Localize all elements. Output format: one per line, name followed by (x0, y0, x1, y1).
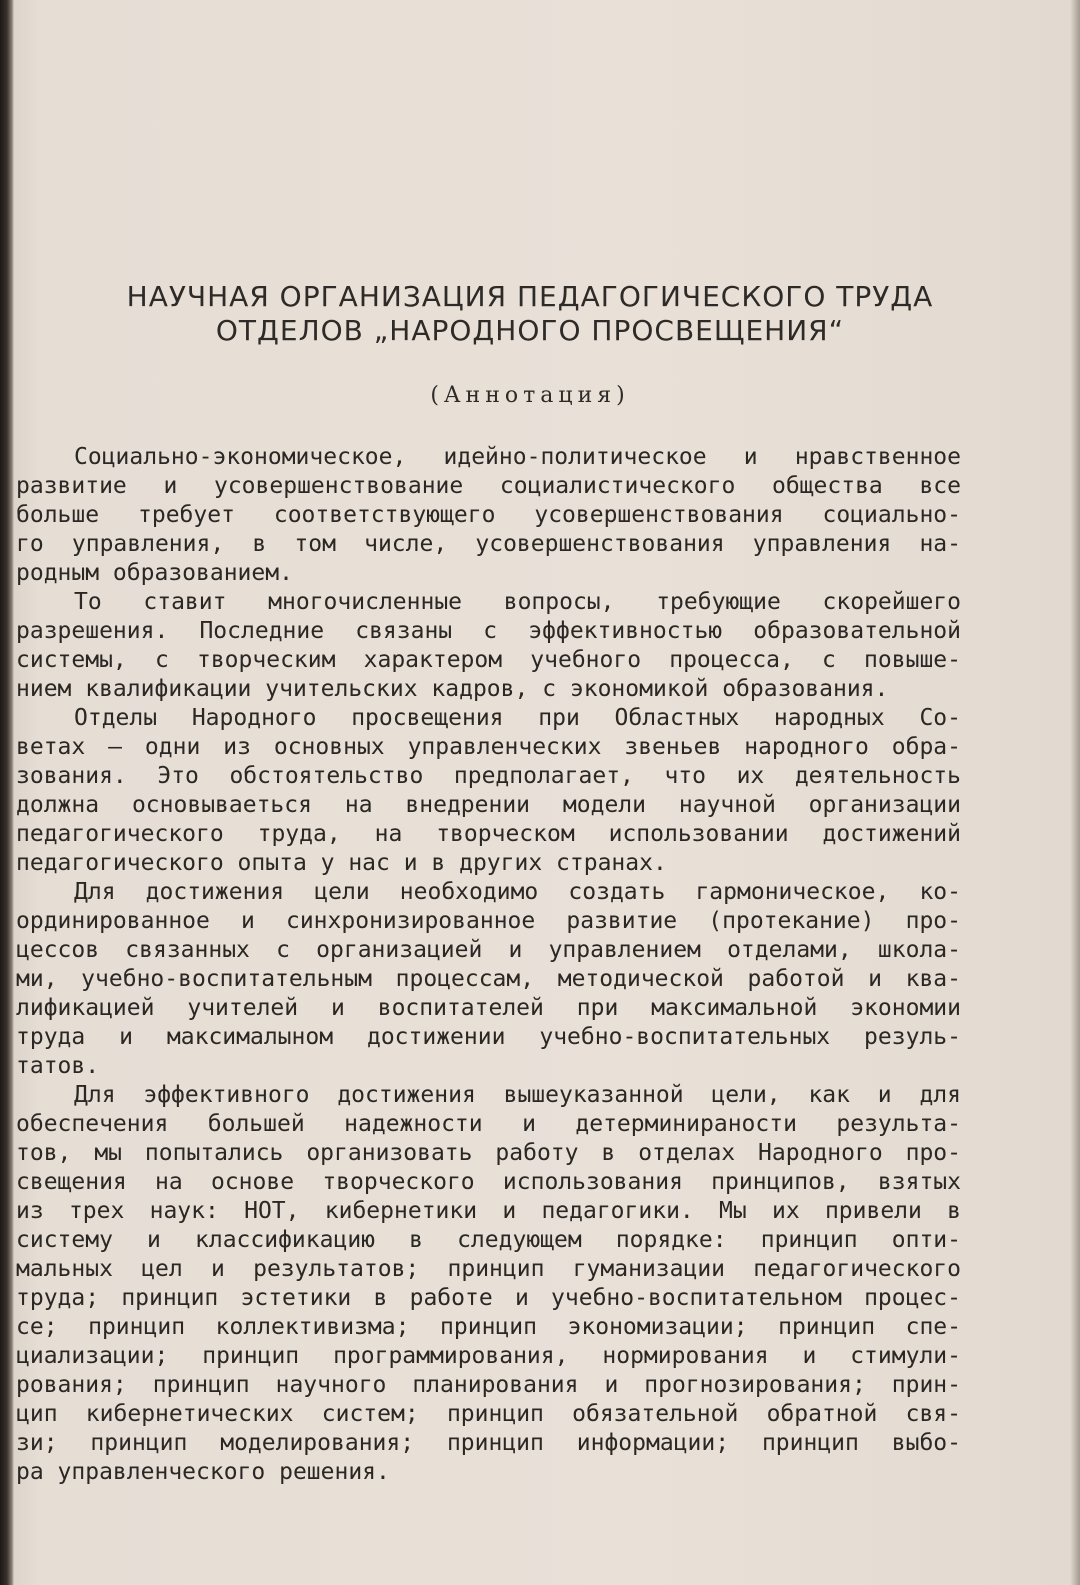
paragraph-line: разрешения. Последние связаны с эффективностью образовательной (16, 618, 961, 644)
paragraph-line: из трех наук: НОТ, кибернетики и педагогики. Мы их привели в (16, 1198, 961, 1224)
paragraph-line: свещения на основе творческого использования принципов, взятых (16, 1169, 961, 1195)
page-right-edge (1070, 0, 1080, 1585)
title-line-2: ОТДЕЛОВ „НАРОДНОГО ПРОСВЕЩЕНИЯ“ (215, 314, 845, 347)
paragraph-line: Социально-экономическое, идейно-политическое и нравственное (74, 444, 961, 470)
body-text (16, 443, 961, 1487)
paragraph-line: рования; принцип научного планирования и прогнозирования; прин- (16, 1372, 961, 1398)
paragraph-line: родным образованием. (16, 560, 293, 586)
document-title (60, 280, 1000, 348)
title-line-1: НАУЧНАЯ ОРГАНИЗАЦИЯ ПЕДАГОГИЧЕСКОГО ТРУДА (126, 280, 934, 313)
paragraph-line: систему и классификацию в следующем порядке: принцип опти- (16, 1227, 961, 1253)
paragraph-line: зи; принцип моделирования; принцип информации; принцип выбо- (16, 1430, 961, 1456)
paragraph-line: зования. Это обстоятельство предполагает, что их деятельность (16, 763, 961, 789)
paragraph-line: ординированное и синхронизированное развитие (протекание) про- (16, 908, 961, 934)
paragraph-line: труда и максималыном достижении учебно-воспитательных резуль- (16, 1024, 961, 1050)
paragraph-line: обеспечения большей надежности и детерминираности результа- (16, 1111, 961, 1137)
paragraph-line: больше требует соответствующего усовершенствования социально- (16, 502, 961, 528)
paragraph-line: тов, мы попытались организовать работу в отделах Народного про- (16, 1140, 961, 1166)
paragraph-line: го управления, в том числе, усовершенствования управления на- (16, 531, 961, 557)
paragraph-line: лификацией учителей и воспитателей при максимальной экономии (16, 995, 961, 1021)
paragraph-line: должна основываеться на внедрении модели научной организации (16, 792, 961, 818)
paragraph-line: Для достижения цели необходимо создать гармоническое, ко- (74, 879, 961, 905)
paragraph-line: ми, учебно-воспитательным процессам, методической работой и ква- (16, 966, 961, 992)
paragraph-line: труда; принцип эстетики в работе и учебно-воспитательном процес- (16, 1285, 961, 1311)
paragraph-line: педагогического опыта у нас и в других странах. (16, 850, 667, 876)
paragraph-line: мальных цел и результатов; принцип гуманизации педагогического (16, 1256, 961, 1282)
paragraph-line: се; принцип коллективизма; принцип экономизации; принцип спе- (16, 1314, 961, 1340)
paragraph-line: развитие и усовершенствование социалистического общества все (16, 473, 961, 499)
paragraph-line: циализации; принцип программирования, нормирования и стимули- (16, 1343, 961, 1369)
paragraph-line: нием квалификации учительских кадров, с экономикой образования. (16, 676, 889, 702)
paragraph-line: Отделы Народного просвещения при Областных народных Со- (74, 705, 961, 731)
paragraph-line: цессов связанных с организацией и управлением отделами, школа- (16, 937, 961, 963)
paragraph-line: системы, с творческим характером учебного процесса, с повыше- (16, 647, 961, 673)
paragraph-line: татов. (16, 1053, 100, 1079)
paragraph-line: То ставит многочисленные вопросы, требующие скорейшего (74, 589, 961, 615)
paragraph-line: ра управленческого решения. (16, 1459, 390, 1485)
paragraph-line: ветах — одни из основных управленческих звеньев народного обра- (16, 734, 961, 760)
document-subtitle: (Аннотация) (430, 383, 630, 408)
binding-edge (0, 0, 14, 1585)
paragraph-line: педагогического труда, на творческом использовании достижений (16, 821, 961, 847)
paragraph-line: Для эффективного достижения вышеуказанной цели, как и для (74, 1082, 961, 1108)
paragraph-line: цип кибернетических систем; принцип обязательной обратной свя- (16, 1401, 961, 1427)
